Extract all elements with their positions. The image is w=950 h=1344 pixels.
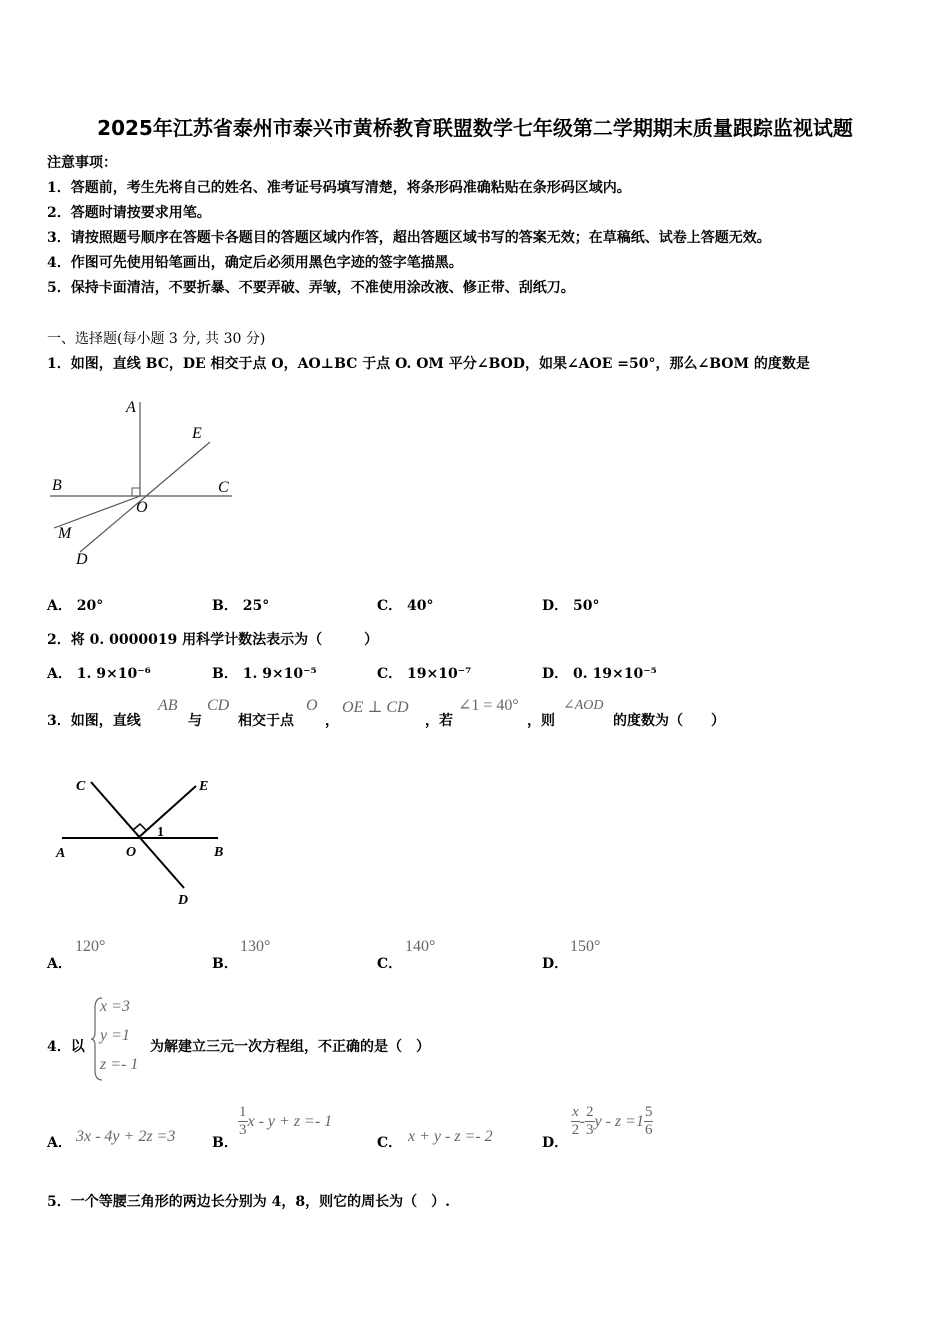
- question-3: 3．如图，直线: [47, 713, 141, 729]
- math-angle1: ∠1 = 40°: [458, 697, 519, 714]
- question-text: 一个等腰三角形的两边长分别为 4，8，则它的周长为（ ）.: [70, 1194, 450, 1210]
- question-text: 为解建立三元一次方程组，不正确的是（ ）: [150, 1039, 430, 1055]
- q3-option-d[interactable]: D．: [542, 956, 569, 972]
- question-text: ，则: [527, 713, 555, 729]
- q2-option-d[interactable]: D． 0. 19×10⁻⁵: [542, 666, 657, 682]
- page-title: 2025年江苏省泰州市泰兴市黄桥教育联盟数学七年级第二学期期末质量跟踪监视试题: [97, 116, 853, 140]
- q1-option-a[interactable]: A． 20°: [47, 598, 104, 614]
- label-E: E: [192, 425, 202, 442]
- notice-item: 1．答题前，考生先将自己的姓名、准考证号码填写清楚，将条形码准确粘贴在条形码区域内。: [47, 180, 631, 196]
- q4-option-b-value: $\frac{1}{3}$ x - y + z =- 1: [239, 1104, 333, 1138]
- q3-option-d-value: 150°: [570, 938, 601, 955]
- question-text: 的度数为（ ）: [613, 713, 725, 729]
- math-oe-perp-cd: OE ⊥ CD: [342, 699, 409, 716]
- question-number: 1．: [47, 356, 71, 372]
- label-C: C: [218, 479, 229, 496]
- question-text: 相交于点: [238, 713, 294, 729]
- q2-option-c[interactable]: C． 19×10⁻⁷: [377, 666, 472, 682]
- label-B: B: [214, 845, 224, 860]
- math-angle-aod: ∠AOD: [563, 698, 604, 713]
- system-eq-x: x =3: [100, 998, 130, 1015]
- section-heading: 一、选择题(每小题 3 分, 共 30 分): [47, 331, 266, 347]
- notice-heading: 注意事项：: [47, 155, 117, 171]
- label-M: M: [58, 525, 72, 542]
- label-E: E: [199, 779, 209, 794]
- question-4: 4．以: [47, 1039, 85, 1055]
- notice-item: 4．作图可先使用铅笔画出，确定后必须用黑色字迹的签字笔描黑。: [47, 255, 463, 271]
- math-o: O: [306, 697, 318, 714]
- q3-option-a[interactable]: A．: [47, 956, 72, 972]
- q2-option-b[interactable]: B． 1. 9×10⁻⁵: [212, 666, 317, 682]
- question-text: ，若: [425, 713, 453, 729]
- question-text: ，: [325, 713, 339, 729]
- question-text: 将 0. 0000019 用科学计数法表示为（ ）: [70, 632, 379, 648]
- q4-option-b[interactable]: B．: [212, 1135, 238, 1151]
- notice-item: 5．保持卡面清洁，不要折暴、不要弄破、弄皱，不准使用涂改液、修正带、刮纸刀。: [47, 280, 575, 296]
- q4-option-a-value: 3x - 4y + 2z =3: [76, 1128, 176, 1145]
- q4-option-a[interactable]: A．: [47, 1135, 72, 1151]
- question-5: 5．一个等腰三角形的两边长分别为 4，8，则它的周长为（ ）.: [47, 1194, 450, 1210]
- label-D: D: [178, 893, 189, 908]
- system-eq-y: y =1: [100, 1027, 130, 1044]
- label-A: A: [56, 846, 66, 861]
- system-eq-z: z =- 1: [100, 1056, 139, 1073]
- q4-option-c[interactable]: C．: [377, 1135, 403, 1151]
- question-text: 与: [188, 713, 202, 729]
- q1-option-d[interactable]: D． 50°: [542, 598, 600, 614]
- q3-option-a-value: 120°: [75, 938, 106, 955]
- q3-option-c[interactable]: C．: [377, 956, 403, 972]
- label-1: 1: [157, 825, 164, 840]
- math-ab: AB: [158, 697, 178, 714]
- q2-option-a[interactable]: A． 1. 9×10⁻⁶: [47, 666, 151, 682]
- q4-option-d-value: $\frac{x}{2}$ - $\frac{2}{3}$ y - z =1 $\frac{5}{6}$: [571, 1104, 653, 1138]
- q4-option-d[interactable]: D．: [542, 1135, 569, 1151]
- question-2: 2．将 0. 0000019 用科学计数法表示为（ ）: [47, 632, 379, 648]
- q4-option-c-value: x + y - z =- 2: [408, 1128, 493, 1145]
- label-B: B: [52, 477, 62, 494]
- question-text: 如图，直线 BC，DE 相交于点 O，AO⊥BC 于点 O. OM 平分∠BOD，如果∠AOE =50°，那么∠BOM 的度数是: [70, 356, 810, 372]
- q3-option-b[interactable]: B．: [212, 956, 238, 972]
- notice-item: 2．答题时请按要求用笔。: [47, 205, 211, 221]
- label-O: O: [136, 499, 148, 516]
- question-1: [47, 353, 810, 373]
- q1-figure: [40, 392, 250, 572]
- notice-item: 3．请按照题号顺序在答题卡各题目的答题区域内作答，超出答题区域书写的答案无效；在草稿纸、试卷上答题无效。: [47, 230, 771, 246]
- q3-option-b-value: 130°: [240, 938, 271, 955]
- label-O: O: [126, 845, 137, 860]
- q3-figure: [44, 770, 244, 910]
- q3-option-c-value: 140°: [405, 938, 436, 955]
- label-C: C: [76, 779, 86, 794]
- math-cd: CD: [207, 697, 230, 714]
- q1-option-c[interactable]: C． 40°: [377, 598, 434, 614]
- q1-option-b[interactable]: B． 25°: [212, 598, 270, 614]
- label-A: A: [126, 399, 136, 416]
- label-D: D: [76, 551, 88, 568]
